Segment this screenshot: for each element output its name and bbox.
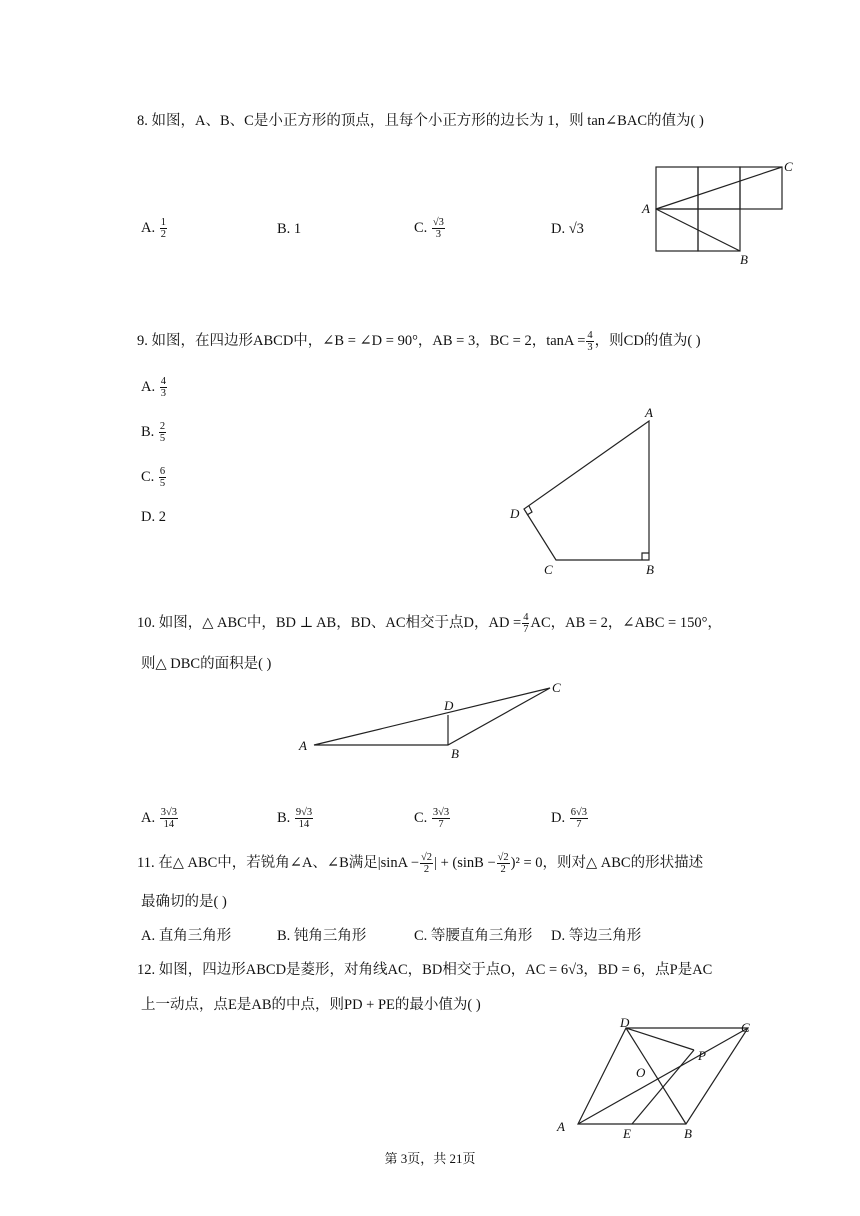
q12-diagonal-ac	[578, 1028, 748, 1124]
q8-label-c: C	[784, 159, 793, 174]
q9-stem: 9. 如图，在四边形ABCD中，∠B = ∠D = 90°，AB = 3，BC = 2，tanA = $\frac{4}{3}$ ，则CD的值为( )	[137, 330, 701, 353]
q8-option-d: D. √3	[551, 221, 584, 237]
q9-option-c: C. $\frac{6}{5}$	[141, 466, 166, 489]
q10-option-a: A. $\frac{3√3}{14}$	[141, 807, 177, 830]
q12-label-d: D	[620, 1015, 630, 1030]
q8-cell-upper-right	[740, 167, 782, 209]
q10-label-c: C	[552, 680, 561, 695]
q9-label-a: A	[645, 405, 653, 420]
q10-triangle-figure	[314, 688, 550, 745]
q9-label-d: D	[510, 506, 520, 521]
q8-stem: 8. 如图，A、B、C是小正方形的顶点，且每个小正方形的边长为 1，则 tan∠BAC的值为( )	[137, 113, 704, 129]
q8-grid-figure	[656, 167, 782, 251]
q12-label-o: O	[636, 1065, 646, 1080]
q12-label-c: C	[741, 1020, 750, 1035]
q12-label-b: B	[684, 1126, 692, 1141]
q8-segment-ac	[656, 167, 782, 209]
q11-option-a: A. 直角三角形	[141, 928, 232, 944]
q12-segment-pe	[632, 1050, 694, 1124]
page-footer: 第 3页，共 21页	[384, 1151, 476, 1166]
q9-option-d: D. 2	[141, 509, 166, 525]
q10-label-b: B	[451, 746, 459, 761]
q10-label-d: D	[444, 698, 454, 713]
q10-option-d: D. $\frac{6√3}{7}$	[551, 807, 587, 830]
q8-option-c: C. $\frac{√3}{3}$	[414, 217, 444, 240]
q9-option-b: B. $\frac{2}{5}$	[141, 421, 166, 444]
q10-option-c: C. $\frac{3√3}{7}$	[414, 807, 450, 830]
q12-diagonal-bd	[626, 1028, 686, 1124]
q8-cell-upper-left	[656, 167, 698, 209]
q12-stem: 12. 如图，四边形ABCD是菱形，对角线AC，BD相交于点O，AC = 6√3，BD = 6，点P是AC	[137, 962, 713, 978]
q11-stem-line2: 最确切的是( )	[141, 894, 227, 910]
q12-segment-dp	[626, 1028, 694, 1050]
q9-option-a: A. $\frac{4}{3}$	[141, 376, 166, 399]
q9-right-angle-d	[527, 506, 532, 515]
q12-rhombus-figure	[578, 1028, 748, 1124]
q12-label-e: E	[623, 1126, 631, 1141]
q8-cell-lower-left	[656, 209, 698, 251]
q9-quadrilateral-figure	[524, 421, 649, 560]
q11-option-b: B. 钝角三角形	[277, 928, 367, 944]
q12-label-p: P	[698, 1048, 706, 1063]
q9-label-b: B	[646, 562, 654, 577]
q11-stem: 11. 在△ ABC中，若锐角∠A、∠B满足|sinA − $\frac{√2}{2}$ | + (sinB − $\frac{√2}{2}$ )² = 0，则对△ ABC的形状描述	[137, 852, 704, 875]
q12-stem-line2: 上一动点，点E是AB的中点，则PD + PE的最小值为( )	[141, 997, 481, 1013]
q10-label-a: A	[299, 738, 307, 753]
q8-label-a: A	[642, 201, 650, 216]
q8-option-b: B. 1	[277, 221, 302, 237]
q11-option-c: C. 等腰直角三角形	[414, 928, 533, 944]
q10-triangle	[314, 688, 550, 745]
q10-option-b: B. $\frac{9√3}{14}$	[277, 807, 313, 830]
q9-label-c: C	[544, 562, 553, 577]
q10-stem: 10. 如图，△ ABC中，BD ⊥ AB，BD、AC相交于点D，AD = $\frac{4}{7}$ AC，AB = 2，∠ABC = 150°，	[137, 612, 722, 635]
q8-option-a: A. $\frac{1}{2}$	[141, 217, 166, 240]
q12-label-a: A	[557, 1119, 565, 1134]
q9-quadrilateral	[524, 421, 649, 560]
q8-label-b: B	[740, 252, 748, 267]
q11-option-d: D. 等边三角形	[551, 928, 642, 944]
q10-stem-line2: 则△ DBC的面积是( )	[141, 656, 272, 672]
q9-right-angle-b	[642, 553, 649, 560]
q8-cell-lower-mid	[698, 209, 740, 251]
